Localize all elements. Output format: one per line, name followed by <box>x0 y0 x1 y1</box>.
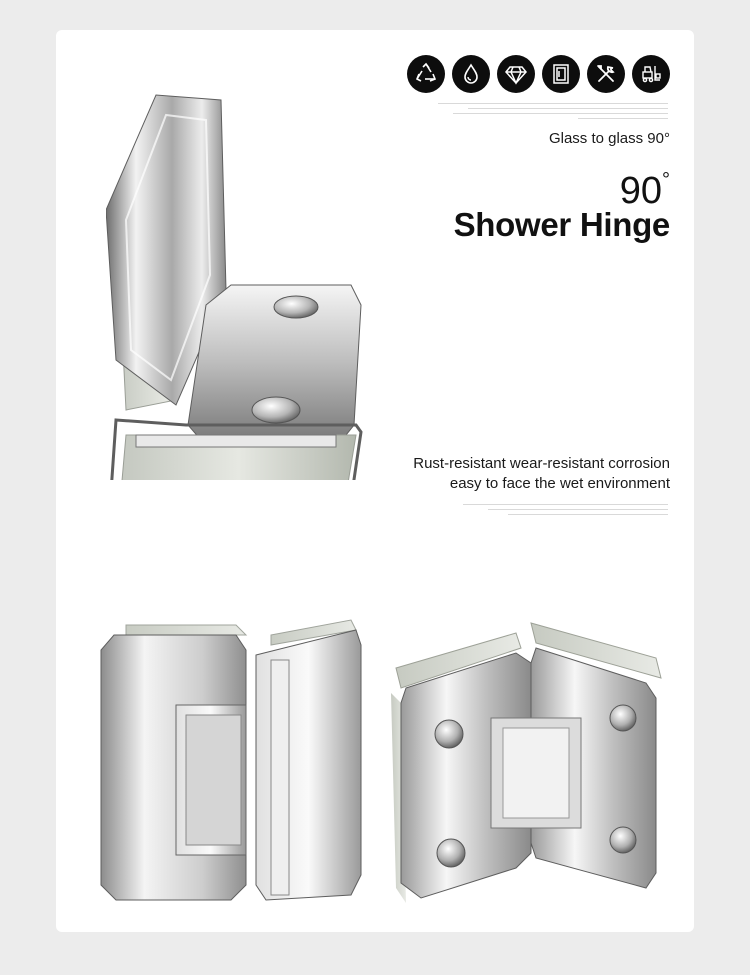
decorative-line <box>468 108 668 109</box>
decorative-line <box>463 504 668 505</box>
forklift-icon <box>632 55 670 93</box>
hinge-top-image <box>106 60 371 480</box>
hinge-front-image <box>96 615 366 905</box>
diamond-icon <box>497 55 535 93</box>
door-icon <box>542 55 580 93</box>
decorative-line <box>508 514 668 515</box>
decorative-line <box>578 118 668 119</box>
subtitle: Glass to glass 90° <box>548 130 670 147</box>
decorative-line <box>488 509 668 510</box>
description <box>413 454 670 494</box>
angle-mark: ° <box>662 169 670 191</box>
product-card <box>56 30 694 932</box>
tools-icon <box>587 55 625 93</box>
angle-value: 90 <box>619 170 662 212</box>
decorative-line <box>438 103 668 104</box>
angle-heading <box>619 169 670 212</box>
water-drop-icon <box>452 55 490 93</box>
page-title: Shower Hinge <box>453 206 670 243</box>
description-line-1: Rust-resistant wear-resistant corrosion <box>413 455 670 472</box>
feature-icons <box>407 55 670 93</box>
decorative-line <box>453 113 668 114</box>
hinge-open-image <box>391 608 666 908</box>
description-line-2: easy to face the wet environment <box>449 475 670 492</box>
recycle-icon <box>407 55 445 93</box>
